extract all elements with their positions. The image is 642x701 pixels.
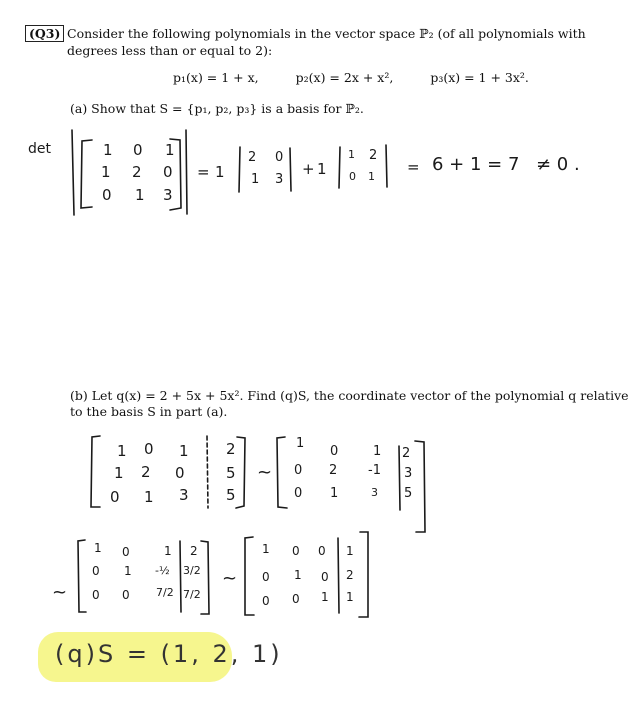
polynomial-p3: p₃(x) = 1 + 3x². bbox=[430, 70, 529, 85]
matrix-cell: 1 bbox=[296, 436, 305, 451]
matrix-cell: 2 bbox=[132, 163, 142, 181]
minor-cell: 3 bbox=[275, 172, 284, 187]
polynomial-p1: p₁(x) = 1 + x, bbox=[173, 70, 259, 85]
question-text: Consider the following polynomials in the vector space ℙ₂ (of all polynomials with degrees less than or equal to 2): bbox=[67, 26, 586, 58]
matrix-cell: 3 bbox=[163, 186, 173, 204]
cofactor-1: 1 bbox=[215, 163, 225, 181]
augment-bar bbox=[338, 538, 339, 613]
matrix-cell: 3 bbox=[371, 486, 378, 499]
matrix-cell: 0 bbox=[294, 463, 303, 478]
right-bracket bbox=[170, 139, 181, 210]
matrix-cell: 1 bbox=[135, 186, 145, 204]
matrix-cell: 1 bbox=[101, 163, 111, 181]
matrix-cell: 0 bbox=[102, 186, 112, 204]
final-answer: (q)S = (1, 2, 1) bbox=[55, 640, 283, 668]
matrix-cell: 0 bbox=[318, 544, 326, 558]
matrix-cell: 2 bbox=[402, 446, 411, 461]
matrix-cell: 1 bbox=[164, 544, 172, 558]
matrix-cell: 0 bbox=[92, 588, 100, 602]
matrix-cell: 1 bbox=[321, 590, 329, 604]
row-equivalence-tilde: ~ bbox=[222, 568, 238, 589]
minor-bar bbox=[339, 147, 340, 188]
part-b-prompt: (b) Let q(x) = 2 + 5x + 5x². Find (q)S, the coordinate vector of the polynomial q relative to the basis S in part (a). bbox=[70, 388, 629, 419]
matrix-cell: 7/2 bbox=[183, 588, 201, 601]
minor-cell: 1 bbox=[348, 148, 355, 161]
right-bracket bbox=[236, 437, 245, 508]
right-bracket bbox=[359, 532, 368, 617]
polynomial-p2: p₂(x) = 2x + x², bbox=[295, 70, 394, 85]
matrix-cell: -½ bbox=[155, 564, 170, 577]
matrix-cell: 5 bbox=[404, 486, 413, 501]
matrix-cell: 1 bbox=[144, 488, 154, 506]
matrix-cell: 0 bbox=[122, 545, 130, 559]
augment-bar bbox=[180, 541, 181, 612]
minor-cell: 2 bbox=[248, 150, 257, 165]
minor-cell: 2 bbox=[369, 148, 378, 163]
minor-bar bbox=[386, 145, 387, 187]
matrix-cell: 0 bbox=[292, 592, 300, 606]
matrix-cell: 0 bbox=[122, 588, 130, 602]
matrix-cell: 1 bbox=[346, 590, 354, 604]
matrix-cell: -1 bbox=[368, 463, 381, 478]
matrix-cell: 0 bbox=[292, 544, 300, 558]
matrix-cell: 1 bbox=[103, 141, 113, 159]
row-equivalence-tilde: ~ bbox=[257, 462, 273, 483]
matrix-cell: 2 bbox=[226, 440, 236, 458]
matrix-cell: 3 bbox=[404, 466, 413, 481]
part-a-prompt: (a) Show that S = {p₁, p₂, p₃} is a basis for ℙ₂. bbox=[70, 101, 364, 116]
minor-cell: 1 bbox=[251, 172, 260, 187]
minor-cell: 1 bbox=[368, 170, 375, 183]
matrix-cell: 3 bbox=[179, 486, 189, 504]
matrix-cell: 0 bbox=[175, 464, 185, 482]
row-equivalence-tilde: ~ bbox=[52, 582, 68, 603]
matrix-cell: 0 bbox=[262, 570, 270, 584]
matrix-cell: 5 bbox=[226, 486, 236, 504]
matrix-cell: 2 bbox=[346, 568, 354, 582]
matrix-cell: 1 bbox=[294, 568, 302, 582]
matrix-cell: 1 bbox=[373, 444, 382, 459]
matrix-cell: 0 bbox=[110, 488, 120, 506]
augment-bar bbox=[399, 446, 400, 510]
minor-bar bbox=[239, 147, 240, 192]
matrix-cell: 0 bbox=[92, 564, 100, 578]
matrix-cell: 1 bbox=[124, 564, 132, 578]
cofactor-2: 1 bbox=[317, 160, 327, 178]
matrix-cell: 2 bbox=[190, 544, 198, 558]
matrix-cell: 1 bbox=[94, 541, 102, 555]
det-result: 6 + 1 = 7 bbox=[432, 154, 520, 175]
matrix-cell: 0 bbox=[330, 444, 339, 459]
matrix-cell: 2 bbox=[329, 463, 338, 478]
question-label: (Q3) bbox=[25, 25, 64, 42]
matrix-cell: 1 bbox=[165, 141, 175, 159]
right-bracket bbox=[201, 541, 209, 614]
det-bar bbox=[186, 130, 187, 214]
left-bracket bbox=[91, 436, 100, 507]
matrix-cell: 0 bbox=[163, 163, 173, 181]
det-label: det bbox=[28, 141, 51, 157]
det-bar bbox=[72, 130, 74, 215]
matrix-cell: 0 bbox=[144, 440, 154, 458]
minor-cell: 0 bbox=[349, 170, 356, 183]
augment-bar bbox=[207, 436, 208, 508]
left-bracket bbox=[81, 140, 92, 208]
left-bracket bbox=[245, 537, 254, 615]
matrix-cell: 0 bbox=[321, 570, 329, 584]
matrix-cell: 1 bbox=[114, 464, 124, 482]
matrix-cell: 1 bbox=[346, 544, 354, 558]
matrix-cell: 1 bbox=[117, 442, 127, 460]
matrix-cell: 1 bbox=[179, 442, 189, 460]
minor-cell: 0 bbox=[275, 150, 284, 165]
matrix-cell: 1 bbox=[262, 542, 270, 556]
matrix-cell: 2 bbox=[141, 463, 151, 481]
matrix-cell: 7/2 bbox=[156, 586, 174, 599]
matrix-cell: 0 bbox=[294, 486, 303, 501]
right-bracket bbox=[415, 441, 425, 532]
left-bracket bbox=[78, 540, 86, 612]
left-bracket bbox=[277, 437, 287, 508]
plus-sign: + bbox=[302, 160, 315, 178]
not-zero: ≠ 0 . bbox=[536, 154, 580, 175]
matrix-cell: 3/2 bbox=[183, 564, 201, 577]
matrix-cell: 1 bbox=[330, 486, 339, 501]
minor-bar bbox=[290, 148, 291, 191]
matrix-cell: 5 bbox=[226, 464, 236, 482]
matrix-cell: 0 bbox=[133, 141, 143, 159]
matrix-cell: 0 bbox=[262, 594, 270, 608]
equals-sign: = bbox=[407, 158, 420, 176]
equals-sign: = bbox=[197, 163, 210, 181]
